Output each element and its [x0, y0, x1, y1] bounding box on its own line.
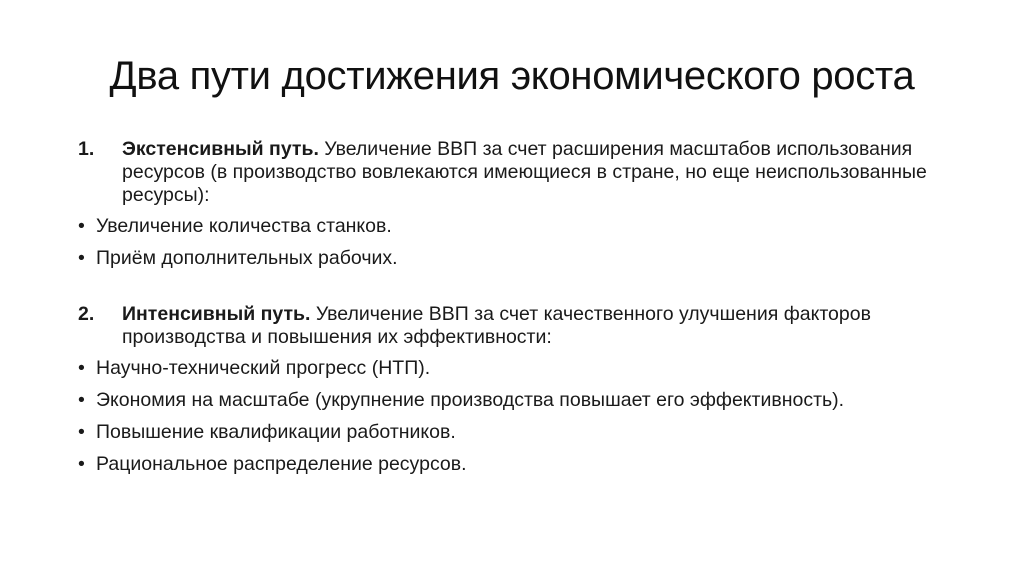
- list-item-text: Увеличение количества станков.: [96, 215, 392, 237]
- list-item-text: Научно-технический прогресс (НТП).: [96, 357, 431, 379]
- list-item: [78, 357, 938, 380]
- section-2-heading: [78, 303, 938, 349]
- section-1-heading: [78, 138, 938, 207]
- list-item: [78, 389, 938, 412]
- section-title: Интенсивный путь.: [122, 303, 311, 325]
- section-description: Увеличение ВВП за счет качественного улучшения факторов производства и повышения их эффективности:: [122, 303, 871, 348]
- list-item: [78, 215, 938, 238]
- section-number: 1.: [78, 138, 95, 160]
- section-title: Экстенсивный путь.: [122, 138, 319, 160]
- list-item-text: Рациональное распределение ресурсов.: [96, 453, 467, 475]
- section-number: 2.: [78, 303, 95, 325]
- list-item: [78, 421, 938, 444]
- list-item-text: Экономия на масштабе (укрупнение производства повышает его эффективность).: [96, 389, 845, 411]
- section-spacer: [78, 270, 938, 303]
- bullet-icon: •: [78, 357, 85, 379]
- list-item-text: Повышение квалификации работников.: [96, 421, 456, 443]
- section-description: Увеличение ВВП за счет расширения масштабов использования ресурсов (в производство вовлекаются имеющиеся в стране, но еще неиспользованные ресурсы):: [122, 138, 927, 206]
- bullet-icon: •: [78, 247, 85, 269]
- bullet-icon: •: [78, 389, 85, 411]
- list-item: [78, 247, 938, 270]
- bullet-icon: •: [78, 215, 85, 237]
- list-item: [78, 453, 938, 476]
- slide-content: [78, 138, 938, 476]
- slide-title: Два пути достижения экономического роста: [109, 54, 915, 98]
- list-item-text: Приём дополнительных рабочих.: [96, 247, 398, 269]
- bullet-icon: •: [78, 421, 85, 443]
- bullet-icon: •: [78, 453, 85, 475]
